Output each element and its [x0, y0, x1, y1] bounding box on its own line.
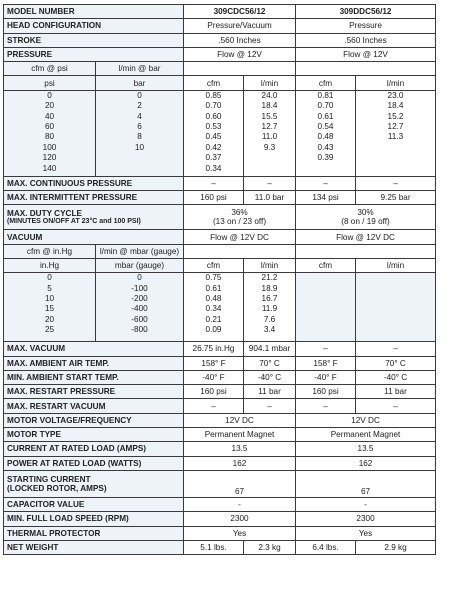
max-duty-cycle-b	[296, 205, 436, 230]
max-continuous-pressure-b1: –	[296, 176, 356, 190]
table-value: 12.7	[261, 121, 278, 131]
max-vacuum-b1: –	[296, 342, 356, 356]
min-ambient-start-temp-b2: -40° C	[356, 370, 436, 384]
bar-header: bar	[96, 76, 184, 90]
pressure-units-row	[4, 62, 436, 76]
pressure-label: PRESSURE	[4, 47, 184, 61]
max-restart-pressure-b1: 160 psi	[296, 385, 356, 399]
table-value: 4	[137, 111, 142, 121]
table-value: 15	[44, 304, 55, 314]
a-lmin-pressure-values	[244, 90, 296, 176]
max-restart-vacuum-a2: –	[244, 399, 296, 413]
max-ambient-air-temp-a2: 70° C	[244, 356, 296, 370]
model-a-name: 309CDC56/12	[184, 5, 296, 19]
inhg-header: in.Hg	[4, 258, 96, 272]
table-value: 3.4	[263, 325, 276, 335]
table-value: 0.75	[205, 273, 222, 283]
vacuum-units-a-blank	[184, 244, 296, 258]
table-value: 0	[47, 273, 52, 283]
net-weight-b1: 6.4 lbs.	[296, 540, 356, 554]
current-rated-label: CURRENT AT RATED LOAD (AMPS)	[4, 442, 184, 456]
vac-a-cfm-header: cfm	[184, 258, 244, 272]
net-weight-b2: 2.9 kg	[356, 540, 436, 554]
max-continuous-pressure-row	[4, 176, 436, 190]
max-duty-cycle-label: MAX. DUTY CYCLE	[7, 209, 82, 219]
table-value: 0.70	[317, 101, 334, 111]
head-configuration-a: Pressure/Vacuum	[184, 19, 296, 33]
max-restart-vacuum-b2: –	[356, 399, 436, 413]
max-ambient-air-temp-b1: 158° F	[296, 356, 356, 370]
table-value: 18.9	[261, 283, 278, 293]
a-cfm-header: cfm	[184, 76, 244, 90]
pressure-b: Flow @ 12V	[296, 47, 436, 61]
inhg-values	[4, 273, 96, 342]
pressure-row	[4, 47, 436, 61]
model-number-label: MODEL NUMBER	[4, 5, 184, 19]
table-value: 0.85	[205, 90, 222, 100]
pressure-a: Flow @ 12V	[184, 47, 296, 61]
pressure-units-b-blank	[296, 62, 436, 76]
motor-voltage-b: 12V DC	[296, 413, 436, 427]
vacuum-units-b-blank	[296, 244, 436, 258]
table-value: 10	[44, 294, 55, 304]
max-duty-cycle-label-cell	[4, 205, 184, 230]
power-rated-row	[4, 456, 436, 470]
max-continuous-pressure-b2: –	[356, 176, 436, 190]
table-value: 20	[44, 101, 55, 111]
spec-table	[3, 4, 436, 555]
max-restart-vacuum-row	[4, 399, 436, 413]
table-value: -200	[131, 294, 148, 304]
stroke-a: .560 Inches	[184, 33, 296, 47]
table-value: -800	[131, 325, 148, 335]
table-value: 15.2	[387, 111, 404, 121]
thermal-protector-label: THERMAL PROTECTOR	[4, 526, 184, 540]
table-value: 60	[44, 121, 55, 131]
vacuum-row	[4, 230, 436, 244]
b-cfm-header: cfm	[296, 76, 356, 90]
max-restart-vacuum-a1: –	[184, 399, 244, 413]
current-rated-b: 13.5	[296, 442, 436, 456]
min-ambient-start-temp-label: MIN. AMBIENT START TEMP.	[4, 370, 184, 384]
table-value: 100	[42, 142, 57, 152]
max-intermittent-pressure-b2: 9.25 bar	[356, 191, 436, 205]
psi-values	[4, 90, 96, 176]
stroke-b: .560 Inches	[296, 33, 436, 47]
table-value: 0.09	[205, 325, 222, 335]
max-vacuum-row	[4, 342, 436, 356]
table-value: 18.4	[261, 101, 278, 111]
capacitor-value-label: CAPACITOR VALUE	[4, 497, 184, 511]
net-weight-a1: 5.1 lbs.	[184, 540, 244, 554]
table-value: 24.0	[261, 90, 278, 100]
vacuum-a: Flow @ 12V DC	[184, 230, 296, 244]
vac-b-lmin-header: l/min	[356, 258, 436, 272]
table-value: -100	[131, 283, 148, 293]
table-value: 23.0	[387, 90, 404, 100]
capacitor-value-a: -	[184, 497, 296, 511]
table-value: 11.9	[261, 304, 278, 314]
table-value: 0.45	[205, 132, 222, 142]
cfm-at-psi-label: cfm @ psi	[4, 62, 96, 76]
model-number-row	[4, 5, 436, 19]
vac-b-cfm-header: cfm	[296, 258, 356, 272]
max-duty-cycle-b-pct: 30%	[357, 208, 374, 218]
table-value: 0.60	[205, 111, 222, 121]
table-value: 20	[44, 314, 55, 324]
max-vacuum-b2: –	[356, 342, 436, 356]
table-value: 0.70	[205, 101, 222, 111]
max-vacuum-label: MAX. VACUUM	[4, 342, 184, 356]
vacuum-columns-row	[4, 258, 436, 272]
vacuum-units-row	[4, 244, 436, 258]
table-value: 0.53	[205, 121, 222, 131]
table-value: 40	[44, 111, 55, 121]
table-value: 0.54	[317, 121, 334, 131]
table-value: 5	[47, 283, 52, 293]
table-value: 0.61	[205, 283, 222, 293]
pressure-units-a-blank	[184, 62, 296, 76]
motor-type-label: MOTOR TYPE	[4, 428, 184, 442]
model-b-name: 309DDC56/12	[296, 5, 436, 19]
a-cfm-vacuum-values	[184, 273, 244, 342]
power-rated-label: POWER AT RATED LOAD (WATTS)	[4, 456, 184, 470]
min-ambient-start-temp-a1: -40° F	[184, 370, 244, 384]
table-value: 120	[42, 153, 57, 163]
mbar-header: mbar (gauge)	[96, 258, 184, 272]
table-value: 0.39	[317, 153, 334, 163]
table-value: 9.3	[263, 142, 276, 152]
max-intermittent-pressure-b1: 134 psi	[296, 191, 356, 205]
motor-type-a: Permanent Magnet	[184, 428, 296, 442]
net-weight-a2: 2.3 kg	[244, 540, 296, 554]
capacitor-value-row	[4, 497, 436, 511]
table-value: 0.42	[205, 142, 222, 152]
table-value: 11.3	[387, 132, 404, 142]
head-configuration-b: Pressure	[296, 19, 436, 33]
table-value: 16.7	[261, 294, 278, 304]
max-intermittent-pressure-row	[4, 191, 436, 205]
table-value: 0	[137, 273, 142, 283]
max-duty-cycle-sublabel: (MINUTES ON/OFF AT 23°C and 100 PSI)	[7, 218, 141, 226]
max-duty-cycle-row	[4, 205, 436, 230]
max-ambient-air-temp-a1: 158° F	[184, 356, 244, 370]
pressure-data-row	[4, 90, 436, 176]
b-lmin-pressure-values	[356, 90, 436, 176]
starting-current-a: 67	[184, 470, 296, 497]
table-value: 8	[137, 132, 142, 142]
table-value: -600	[131, 314, 148, 324]
max-restart-pressure-b2: 11 bar	[356, 385, 436, 399]
max-restart-pressure-label: MAX. RESTART PRESSURE	[4, 385, 184, 399]
table-value: 140	[42, 163, 57, 173]
max-continuous-pressure-label: MAX. CONTINUOUS PRESSURE	[4, 176, 184, 190]
min-full-load-speed-a: 2300	[184, 512, 296, 526]
motor-voltage-row	[4, 413, 436, 427]
table-value: 0.37	[205, 153, 222, 163]
table-value: 18.4	[387, 101, 404, 111]
table-value: 12.7	[387, 121, 404, 131]
capacitor-value-b: -	[296, 497, 436, 511]
table-value: 10	[134, 142, 145, 152]
max-duty-cycle-a-pct: 36%	[231, 208, 248, 218]
max-ambient-air-temp-label: MAX. AMBIENT AIR TEMP.	[4, 356, 184, 370]
a-lmin-header: l/min	[244, 76, 296, 90]
motor-voltage-a: 12V DC	[184, 413, 296, 427]
table-value: 0.48	[317, 132, 334, 142]
table-value: 0.21	[205, 314, 222, 324]
psi-header: psi	[4, 76, 96, 90]
current-rated-a: 13.5	[184, 442, 296, 456]
b-cfm-vacuum-blank	[296, 273, 356, 342]
max-duty-cycle-b-detail: (8 on / 19 off)	[341, 217, 390, 227]
max-duty-cycle-a-detail: (13 on / 23 off)	[212, 217, 267, 227]
b-lmin-vacuum-blank	[356, 273, 436, 342]
table-value: -400	[131, 304, 148, 314]
table-value: 0.43	[317, 142, 334, 152]
max-continuous-pressure-a1: –	[184, 176, 244, 190]
min-ambient-start-temp-row	[4, 370, 436, 384]
max-vacuum-a1: 26.75 in.Hg	[184, 342, 244, 356]
starting-current-label: STARTING CURRENT	[7, 474, 91, 484]
motor-voltage-label: MOTOR VOLTAGE/FREQUENCY	[4, 413, 184, 427]
max-vacuum-a2: 904.1 mbar	[244, 342, 296, 356]
max-restart-vacuum-b1: –	[296, 399, 356, 413]
table-value: 0.61	[317, 111, 334, 121]
stroke-label: STROKE	[4, 33, 184, 47]
table-value: 0.48	[205, 294, 222, 304]
a-cfm-pressure-values	[184, 90, 244, 176]
table-value: 0	[137, 90, 142, 100]
a-lmin-vacuum-values	[244, 273, 296, 342]
motor-type-row	[4, 428, 436, 442]
table-value: 25	[44, 325, 55, 335]
bar-values	[96, 90, 184, 176]
table-value: 80	[44, 132, 55, 142]
max-intermittent-pressure-a1: 160 psi	[184, 191, 244, 205]
net-weight-row	[4, 540, 436, 554]
min-full-load-speed-row	[4, 512, 436, 526]
max-duty-cycle-a	[184, 205, 296, 230]
mbar-values	[96, 273, 184, 342]
max-restart-pressure-row	[4, 385, 436, 399]
thermal-protector-row	[4, 526, 436, 540]
max-restart-pressure-a1: 160 psi	[184, 385, 244, 399]
min-ambient-start-temp-a2: -40° C	[244, 370, 296, 384]
lmin-at-mbar-label: l/min @ mbar (gauge)	[96, 244, 184, 258]
thermal-protector-a: Yes	[184, 526, 296, 540]
net-weight-label: NET WEIGHT	[4, 540, 184, 554]
power-rated-a: 162	[184, 456, 296, 470]
max-ambient-air-temp-b2: 70° C	[356, 356, 436, 370]
table-value: 0	[47, 90, 52, 100]
power-rated-b: 162	[296, 456, 436, 470]
vacuum-b: Flow @ 12V DC	[296, 230, 436, 244]
starting-current-row	[4, 470, 436, 497]
table-value: 11.0	[261, 132, 278, 142]
vacuum-data-row	[4, 273, 436, 342]
vac-a-lmin-header: l/min	[244, 258, 296, 272]
stroke-row	[4, 33, 436, 47]
min-full-load-speed-label: MIN. FULL LOAD SPEED (RPM)	[4, 512, 184, 526]
max-restart-pressure-a2: 11 bar	[244, 385, 296, 399]
table-value: 15.5	[261, 111, 278, 121]
min-ambient-start-temp-b1: -40° F	[296, 370, 356, 384]
max-continuous-pressure-a2: –	[244, 176, 296, 190]
head-configuration-label: HEAD CONFIGURATION	[4, 19, 184, 33]
max-restart-vacuum-label: MAX. RESTART VACUUM	[4, 399, 184, 413]
b-lmin-header: l/min	[356, 76, 436, 90]
table-value: 6	[137, 121, 142, 131]
starting-current-b: 67	[296, 470, 436, 497]
table-value: 0.34	[205, 304, 222, 314]
lmin-at-bar-label: l/min @ bar	[96, 62, 184, 76]
thermal-protector-b: Yes	[296, 526, 436, 540]
vacuum-label: VACUUM	[4, 230, 184, 244]
current-rated-row	[4, 442, 436, 456]
table-value: 7.6	[263, 314, 276, 324]
head-configuration-row	[4, 19, 436, 33]
starting-current-sublabel: (LOCKED ROTOR, AMPS)	[7, 483, 107, 493]
table-value: 2	[137, 101, 142, 111]
starting-current-label-cell	[4, 470, 184, 497]
table-value: 21.2	[261, 273, 278, 283]
table-value: 0.34	[205, 163, 222, 173]
min-full-load-speed-b: 2300	[296, 512, 436, 526]
max-intermittent-pressure-label: MAX. INTERMITTENT PRESSURE	[4, 191, 184, 205]
motor-type-b: Permanent Magnet	[296, 428, 436, 442]
pressure-columns-row	[4, 76, 436, 90]
max-ambient-air-temp-row	[4, 356, 436, 370]
cfm-at-inhg-label: cfm @ in.Hg	[4, 244, 96, 258]
b-cfm-pressure-values	[296, 90, 356, 176]
max-intermittent-pressure-a2: 11.0 bar	[244, 191, 296, 205]
table-value: 0.81	[317, 90, 334, 100]
